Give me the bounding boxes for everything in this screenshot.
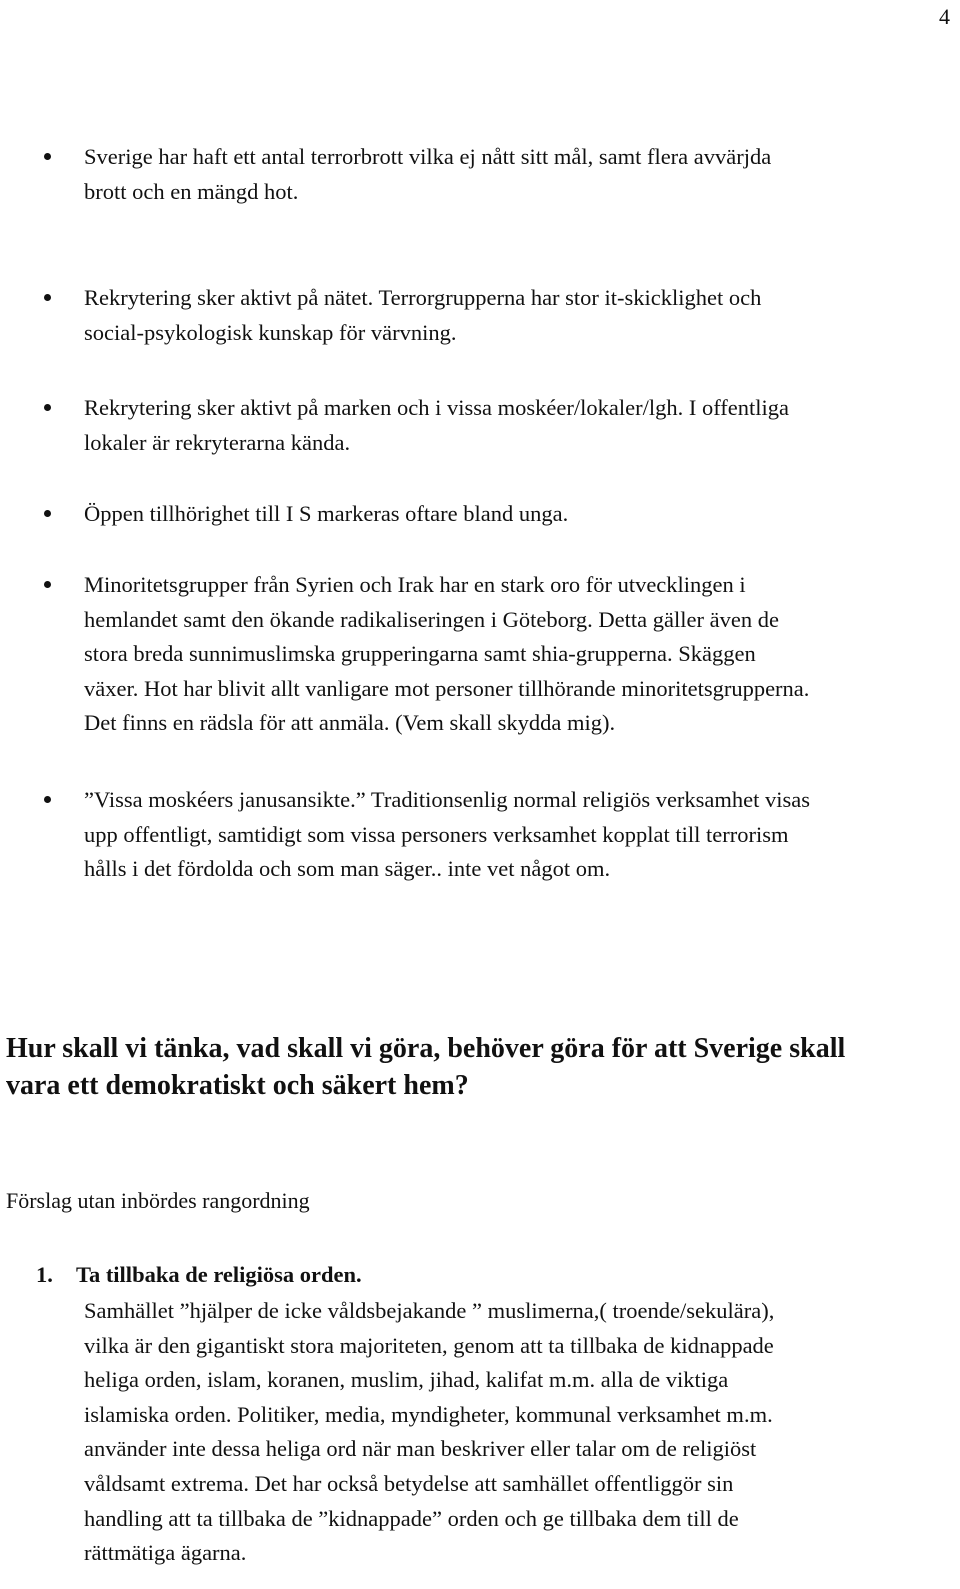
body-line: använder inte dessa heliga ord när man beskriver eller talar om de religiöst xyxy=(84,1436,757,1462)
bullet-line: växer. Hot har blivit allt vanligare mot personer tillhörande minoritetsgrupperna. xyxy=(84,675,810,701)
bullet-item xyxy=(84,140,954,209)
bullet-line: Öppen tillhörighet till I S markeras oftare bland unga. xyxy=(84,501,569,526)
body-line: rättmätiga ägarna. xyxy=(84,1540,247,1566)
numbered-item-body xyxy=(84,1294,951,1571)
body-line: handling att ta tillbaka de ”kidnappade” orden och ge tillbaka dem till de xyxy=(84,1505,739,1531)
bullet-line: Minoritetsgrupper från Syrien och Irak har en stark oro för utvecklingen i xyxy=(84,572,746,597)
heading-line: vara ett demokratiskt och säkert hem? xyxy=(6,1070,469,1101)
bullet-icon xyxy=(44,581,51,588)
bullet-line: hålls i det fördolda och som man säger.. inte vet något om. xyxy=(84,856,611,881)
item-title-text: Ta tillbaka de religiösa orden. xyxy=(76,1262,362,1287)
bullet-line: Rekrytering sker aktivt på marken och i vissa moskéer/lokaler/lgh. I offentliga xyxy=(84,395,790,420)
bullet-icon xyxy=(44,153,51,160)
numbered-item-title xyxy=(36,1260,951,1290)
bullet-item xyxy=(84,497,954,532)
bullet-line: stora breda sunnimuslimska grupperingarna samt shia-grupperna. Skäggen xyxy=(84,641,756,666)
bullet-icon xyxy=(44,404,51,411)
bullet-item xyxy=(84,568,954,741)
bullet-line: ”Vissa moskéers janusansikte.” Traditionsenlig normal religiös verksamhet visas xyxy=(84,787,811,812)
bullet-item xyxy=(84,281,954,350)
bullet-item xyxy=(84,391,954,460)
heading-line: Hur skall vi tänka, vad skall vi göra, behöver göra för att Sverige skall xyxy=(6,1033,846,1064)
section-heading xyxy=(6,1030,951,1104)
bullet-line: lokaler är rekryterarna kända. xyxy=(84,429,351,455)
section-subheading: Förslag utan inbördes rangordning xyxy=(6,1188,310,1213)
body-line: Samhället ”hjälper de icke våldsbejakande ” muslimerna,( troende/sekulära), xyxy=(84,1298,775,1323)
body-line: islamiska orden. Politiker, media, myndigheter, kommunal verksamhet m.m. xyxy=(84,1401,773,1427)
body-line: våldsamt extrema. Det har också betydelse att samhället offentliggör sin xyxy=(84,1470,734,1496)
page-number: 4 xyxy=(939,4,950,29)
bullet-line: Rekrytering sker aktivt på nätet. Terrorgrupperna har stor it-skicklighet och xyxy=(84,285,762,310)
bullet-line: upp offentligt, samtidigt som vissa personers verksamhet kopplat till terrorism xyxy=(84,821,789,847)
bullet-line: hemlandet samt den ökande radikaliseringen i Göteborg. Detta gäller även de xyxy=(84,606,779,632)
bullet-icon xyxy=(44,510,51,517)
body-line: heliga orden, islam, koranen, muslim, jihad, kalifat m.m. alla de viktiga xyxy=(84,1367,729,1393)
body-line: vilka är den gigantiskt stora majoriteten, genom att ta tillbaka de kidnappade xyxy=(84,1332,774,1358)
bullet-icon xyxy=(44,796,51,803)
bullet-icon xyxy=(44,294,51,301)
bullet-item xyxy=(84,783,954,887)
bullet-line: Det finns en rädsla för att anmäla. (Vem skall skydda mig). xyxy=(84,710,616,735)
bullet-line: brott och en mängd hot. xyxy=(84,178,299,204)
bullet-line: Sverige har haft ett antal terrorbrott vilka ej nått sitt mål, samt flera avvärjda xyxy=(84,144,772,169)
bullet-line: social-psykologisk kunskap för värvning. xyxy=(84,319,457,345)
item-number: 1. xyxy=(36,1262,53,1287)
numbered-item xyxy=(36,1260,951,1571)
